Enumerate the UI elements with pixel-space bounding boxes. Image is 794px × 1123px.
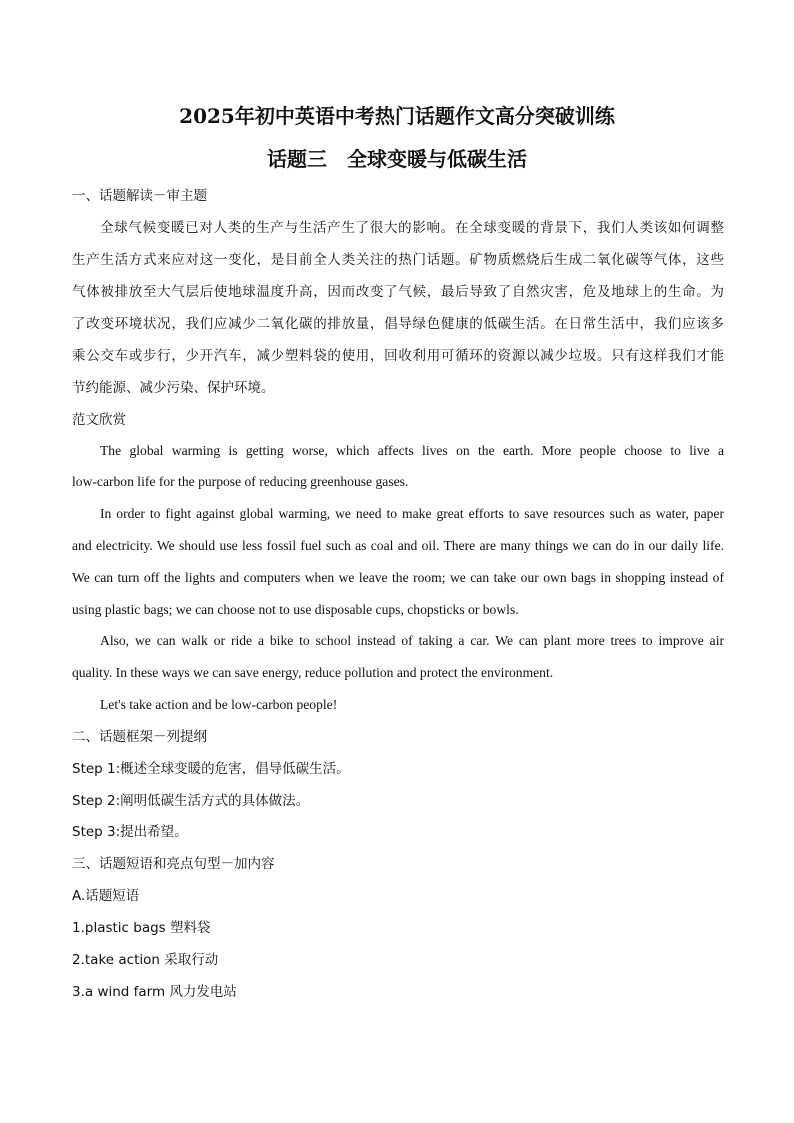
sample-line: In order to fight against global warming, we need to make great efforts to save resources such as water, paper: [100, 506, 724, 521]
outline-step: Step 3:提出希望。: [72, 824, 188, 840]
sample-heading: 范文欣赏: [72, 412, 126, 428]
document-title: 2025年初中英语中考热门话题作文高分突破训练: [179, 104, 615, 128]
phrase-item: 1.plastic bags 塑料袋: [72, 920, 211, 936]
outline-step: Step 2:阐明低碳生活方式的具体做法。: [72, 793, 310, 809]
section1-line: 气体被排放至大气层后使地球温度升高，因而改变了气候，最后导致了自然灾害，危及地球上的生命。为: [72, 284, 724, 300]
outline-step: Step 1:概述全球变暖的危害，倡导低碳生活。: [72, 761, 350, 777]
phrase-item: 3.a wind farm 风力发电站: [72, 984, 237, 1000]
sample-line: We can turn off the lights and computers when we leave the room; we can take our own bags in shopping instead of: [72, 570, 724, 585]
phrase-item: 2.take action 采取行动: [72, 952, 219, 968]
sample-line: and electricity. We should use less fossil fuel such as coal and oil. There are many things we can do in our daily life.: [72, 538, 724, 553]
sample-line: low-carbon life for the purpose of reducing greenhouse gases.: [72, 474, 409, 489]
section1-line: 全球气候变暖已对人类的生产与生活产生了很大的影响。在全球变暖的背景下，我们人类该如何调整: [100, 220, 724, 236]
section1-heading: 一、话题解读－审主题: [72, 188, 207, 204]
section1-line: 了改变环境状况，我们应减少二氧化碳的排放量，倡导绿色健康的低碳生活。在日常生活中，我们应该多: [72, 316, 724, 332]
section3-heading: 三、话题短语和亮点句型－加内容: [72, 856, 275, 872]
document-subtitle: 话题三 全球变暖与低碳生活: [267, 147, 527, 171]
sample-line: Let's take action and be low-carbon people!: [100, 697, 338, 712]
section2-heading: 二、话题框架－列提纲: [72, 729, 207, 745]
section1-line: 节约能源、减少污染、保护环境。: [72, 380, 275, 396]
sample-line: Also, we can walk or ride a bike to school instead of taking a car. We can plant more trees to improve air: [100, 633, 724, 648]
phrases-subheading: A.话题短语: [72, 888, 140, 904]
sample-line: using plastic bags; we can choose not to use disposable cups, chopsticks or bowls.: [72, 602, 519, 617]
sample-line: The global warming is getting worse, which affects lives on the earth. More people choose to live a: [100, 443, 724, 458]
section1-line: 生产生活方式来应对这一变化，是目前全人类关注的热门话题。矿物质燃烧后生成二氧化碳等气体，这些: [72, 252, 724, 268]
section1-line: 乘公交车或步行，少开汽车，减少塑料袋的使用，回收利用可循环的资源以减少垃圾。只有这样我们才能: [72, 348, 724, 364]
sample-line: quality. In these ways we can save energy, reduce pollution and protect the environment.: [72, 665, 554, 680]
